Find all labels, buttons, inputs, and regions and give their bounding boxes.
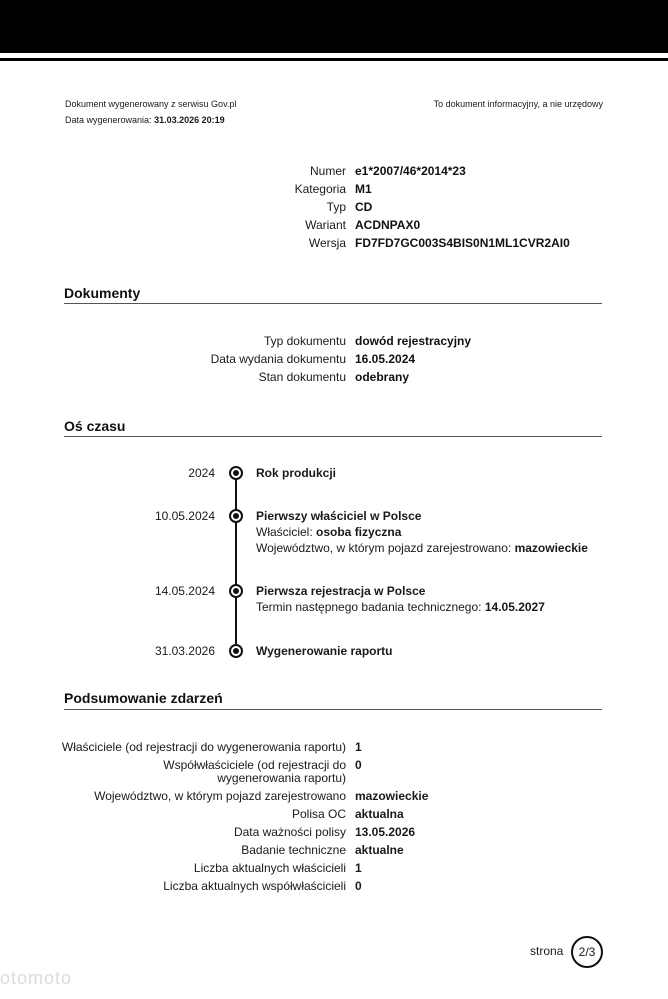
vehicle-label: Wersja bbox=[308, 236, 346, 250]
summary-label: Współwłaściciele (od rejestracji do wygenerowania raportu) bbox=[163, 758, 346, 785]
summary-section-title: Podsumowanie zdarzeń bbox=[64, 690, 223, 706]
vehicle-value: M1 bbox=[355, 182, 372, 196]
summary-value: 1 bbox=[355, 861, 362, 875]
page-number-badge: 2/3 bbox=[571, 936, 603, 968]
detail-label: Właściciel: bbox=[256, 525, 313, 539]
timeline-event-title: Wygenerowanie raportu bbox=[256, 644, 393, 658]
vehicle-label: Kategoria bbox=[294, 182, 346, 196]
disclaimer bbox=[434, 96, 603, 112]
timeline-event-title: Rok produkcji bbox=[256, 466, 337, 480]
summary-label: Liczba aktualnych współwłaścicieli bbox=[163, 879, 346, 893]
source-note bbox=[65, 96, 236, 112]
detail-value: 14.05.2027 bbox=[484, 600, 545, 614]
document-row bbox=[0, 368, 668, 386]
timeline-dot-icon bbox=[229, 644, 243, 658]
vehicle-value: CD bbox=[355, 200, 373, 214]
timeline-date: 31.03.2026 bbox=[154, 644, 215, 658]
document-value: odebrany bbox=[355, 370, 410, 384]
documents-section-title: Dokumenty bbox=[64, 285, 141, 301]
detail-label: Termin następnego badania technicznego: bbox=[256, 600, 482, 614]
vehicle-value: FD7FD7GC003S4BIS0N1ML1CVR2AI0 bbox=[355, 236, 570, 250]
detail-value: mazowieckie bbox=[514, 541, 588, 555]
timeline-event-detail bbox=[256, 599, 545, 615]
timeline-line bbox=[235, 473, 237, 651]
vehicle-value: ACDNPAX0 bbox=[355, 218, 421, 232]
timeline-section-title: Oś czasu bbox=[64, 418, 126, 434]
top-divider bbox=[0, 58, 668, 61]
timeline-date: 10.05.2024 bbox=[154, 509, 215, 523]
summary-rule bbox=[64, 709, 602, 710]
summary-label: Data ważności polisy bbox=[233, 825, 346, 839]
document-row bbox=[0, 332, 668, 350]
document-row bbox=[0, 350, 668, 368]
detail-value: osoba fizyczna bbox=[316, 525, 402, 539]
watermark-logo: otomoto bbox=[0, 968, 73, 988]
documents-rule bbox=[64, 303, 602, 304]
generated-label: Data wygenerowania: bbox=[65, 115, 152, 125]
generated-value: 31.03.2026 20:19 bbox=[154, 115, 225, 125]
vehicle-row bbox=[0, 234, 668, 252]
vehicle-label: Wariant bbox=[305, 218, 346, 232]
summary-value: mazowieckie bbox=[355, 789, 429, 803]
detail-label: Województwo, w którym pojazd zarejestrowano: bbox=[256, 541, 512, 555]
summary-label: Badanie techniczne bbox=[241, 843, 346, 857]
page-label: strona bbox=[530, 944, 564, 958]
vehicle-value: e1*2007/46*2014*23 bbox=[355, 164, 466, 178]
timeline-event-title: Pierwszy właściciel w Polsce bbox=[256, 509, 422, 523]
summary-value: 13.05.2026 bbox=[355, 825, 416, 839]
summary-value: 0 bbox=[355, 758, 362, 772]
summary-value: aktualna bbox=[355, 807, 404, 821]
timeline-rule bbox=[64, 436, 602, 437]
disclaimer-text: To dokument informacyjny, a nie urzędowy bbox=[433, 99, 603, 109]
summary-value: 0 bbox=[355, 879, 362, 893]
timeline-date: 2024 bbox=[188, 466, 215, 480]
summary-label: Województwo, w którym pojazd zarejestrowano bbox=[94, 789, 346, 803]
timeline-event-detail bbox=[256, 524, 401, 540]
document-label: Data wydania dokumentu bbox=[210, 352, 346, 366]
document-label: Stan dokumentu bbox=[258, 370, 346, 384]
document-label: Typ dokumentu bbox=[263, 334, 346, 348]
timeline-dot-icon bbox=[229, 466, 243, 480]
vehicle-row bbox=[0, 216, 668, 234]
summary-value: 1 bbox=[355, 740, 362, 754]
vehicle-label: Numer bbox=[309, 164, 346, 178]
top-black-bar bbox=[0, 0, 668, 53]
summary-value: aktualne bbox=[355, 843, 404, 857]
summary-label: Polisa OC bbox=[291, 807, 346, 821]
generated-date bbox=[65, 112, 225, 128]
summary-label: Liczba aktualnych właścicieli bbox=[193, 861, 346, 875]
timeline-dot-icon bbox=[229, 509, 243, 523]
document-value: 16.05.2024 bbox=[355, 352, 416, 366]
document-value: dowód rejestracyjny bbox=[355, 334, 472, 348]
vehicle-label: Typ bbox=[326, 200, 346, 214]
vehicle-row bbox=[0, 180, 668, 198]
vehicle-row bbox=[0, 162, 668, 180]
timeline-date: 14.05.2024 bbox=[154, 584, 215, 598]
timeline-event-detail bbox=[256, 540, 588, 556]
source-label: Dokument wygenerowany z serwisu Gov.pl bbox=[65, 99, 237, 109]
summary-label: Właściciele (od rejestracji do wygenerowania raportu) bbox=[61, 740, 346, 754]
timeline-dot-icon bbox=[229, 584, 243, 598]
vehicle-row bbox=[0, 198, 668, 216]
timeline-event-title: Pierwsza rejestracja w Polsce bbox=[256, 584, 426, 598]
